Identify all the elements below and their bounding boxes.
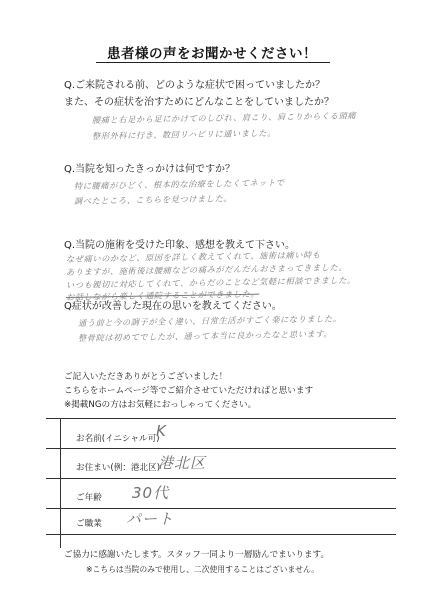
field-value-address: 港北区: [158, 454, 207, 472]
answer-1-line-2: 整形外科に行き、数回リハビリに通いました。: [91, 127, 277, 141]
question-1-line-2: また、その症状を治すためにどんなことをしていましたか？: [64, 97, 334, 108]
answer-2-line-2: 調べたところ、こちらを見つけました。: [73, 193, 233, 206]
answer-4-line-2: 整骨院は初めてでしたが、通って本当に良かったなと思います。: [77, 328, 333, 343]
answer-4-line-1: 通う前と今の調子が全く違い、日常生活がすごく楽になりました。: [77, 313, 342, 328]
answer-3-line-4: お話しながら楽しく通院することができました。: [65, 288, 260, 302]
field-label-age: ご年齢: [76, 493, 102, 503]
answer-1-line-1: 腰痛と右足から足にかけてのしびれ、肩こり、肩こりからくる頭痛: [91, 110, 357, 125]
field-label-name: お名前(イニシャル可): [76, 434, 160, 444]
answer-3-line-1: なぜ痛いのかなど、原因を詳しく教えてくれて、施術は痛い時も: [65, 249, 321, 264]
field-value-age: 30代: [132, 484, 170, 502]
question-1-line-1: Q.ご来院される前、どのような症状で困っていましたか？: [64, 80, 326, 91]
field-divider: [46, 478, 396, 479]
field-divider: [46, 418, 396, 419]
field-value-occupation: パート: [126, 510, 175, 528]
field-label-address: お住まい(例：港北区): [76, 463, 161, 473]
title-underline: [96, 62, 330, 63]
question-3-line-1: Q.当院の施術を受けた印象、感想を教えて下さい。: [64, 240, 296, 251]
footer-note: ※こちらは当院のみで使用し、二次使用することはございません。: [86, 565, 320, 574]
thanks-line-1: ご記入いただきありがとうございました！: [64, 372, 228, 382]
field-divider: [46, 448, 396, 449]
thanks-line-3: ※掲載NGの方はお気軽におっしゃってください。: [64, 400, 257, 410]
answer-2-line-1: 特に腰痛がひどく、根本的な治療をしたくてネットで: [73, 177, 285, 191]
field-divider: [46, 508, 396, 509]
page-title: 患者様の声をお聞かせください！: [107, 46, 317, 62]
field-left-border: [60, 418, 61, 548]
answer-3-line-2: ありますが、施術後は腰痛などの痛みがだんだんおさまってきました。: [65, 262, 348, 277]
footer-message: ご協力に感謝いたします。スタッフ一同より一層励んでまいります。: [64, 550, 330, 560]
field-value-name: K: [156, 422, 167, 440]
field-divider: [46, 534, 396, 535]
field-label-occupation: ご職業: [76, 519, 102, 529]
answer-3-line-3: いつも親切に対応してくれて、からだのことなど気軽に相談できました。: [65, 274, 356, 290]
question-4-line-1: Q症状が改善した現在の思いを教えてください。: [64, 301, 282, 312]
question-2-line-1: Q.当院を知ったきっかけは何ですか？: [64, 164, 236, 175]
thanks-line-2: こちらをホームページ等でご紹介させていただければと思います: [64, 386, 314, 396]
